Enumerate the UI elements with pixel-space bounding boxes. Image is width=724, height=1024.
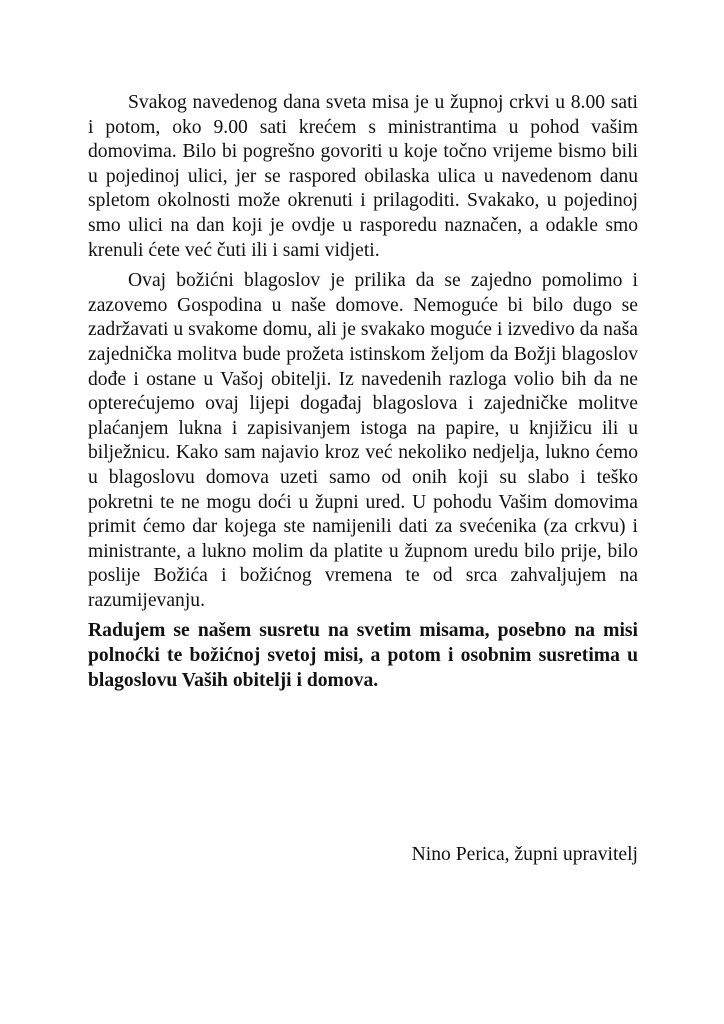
closing-paragraph: Radujem se našem susretu na svetim misama, posebno na misi polnoćki te božićnoj svetoj misi, a potom i osobnim susretima u blagoslovu Vaših obitelji i domova. <box>88 620 638 691</box>
paragraph-schedule: Svakog navedenog dana sveta misa je u župnoj crkvi u 8.00 sati i potom, oko 9.00 sati krećem s ministrantima u pohod vašim domovima. Bilo bi pogrešno govoriti u koje točno vrijeme bismo bili u pojedinoj ulici, jer se raspored obilaska ulica u navedenom danu spletom okolnosti može okrenuti i prilagoditi. Svakako, u pojedinoj smo ulici na dan koji je ovdje u rasporedu naznačen, a odakle smo krenuli ćete već čuti ili i sami vidjeti. <box>88 92 638 261</box>
signature-line: Nino Perica, župni upravitelj <box>411 844 638 865</box>
letter-body <box>88 91 638 699</box>
paragraph-blessing: Ovaj božićni blagoslov je prilika da se zajedno pomolimo i zazovemo Gospodina u naše domove. Nemoguće bi bilo dugo se zadržavati u svakome domu, ali je svakako moguće i izvedivo da naša zajednička molitva bude prožeta istinskom željom da Božji blagoslov dođe i ostane u Vašoj obitelji. Iz navedenih razloga volio bih da ne opterećujemo ovaj lijepi događaj blagoslova i zajedničke molitve plaćanjem lukna i zapisivanjem istoga na papire, u knjižicu ili u bilježnicu. Kako sam najavio kroz već nekoliko nedjelja, lukno ćemo u blagoslovu domova uzeti samo od onih koji su slabo i teško pokretni te ne mogu doći u župni ured. U pohodu Vašim domovima primit ćemo dar kojega ste namijenili dati za svećenika (za crkvu) i ministrante, a lukno molim da platite u župnom uredu bilo prije, bilo poslije Božića i božićnog vremena te od srca zahvaljujem na razumijevanju. <box>88 270 638 611</box>
